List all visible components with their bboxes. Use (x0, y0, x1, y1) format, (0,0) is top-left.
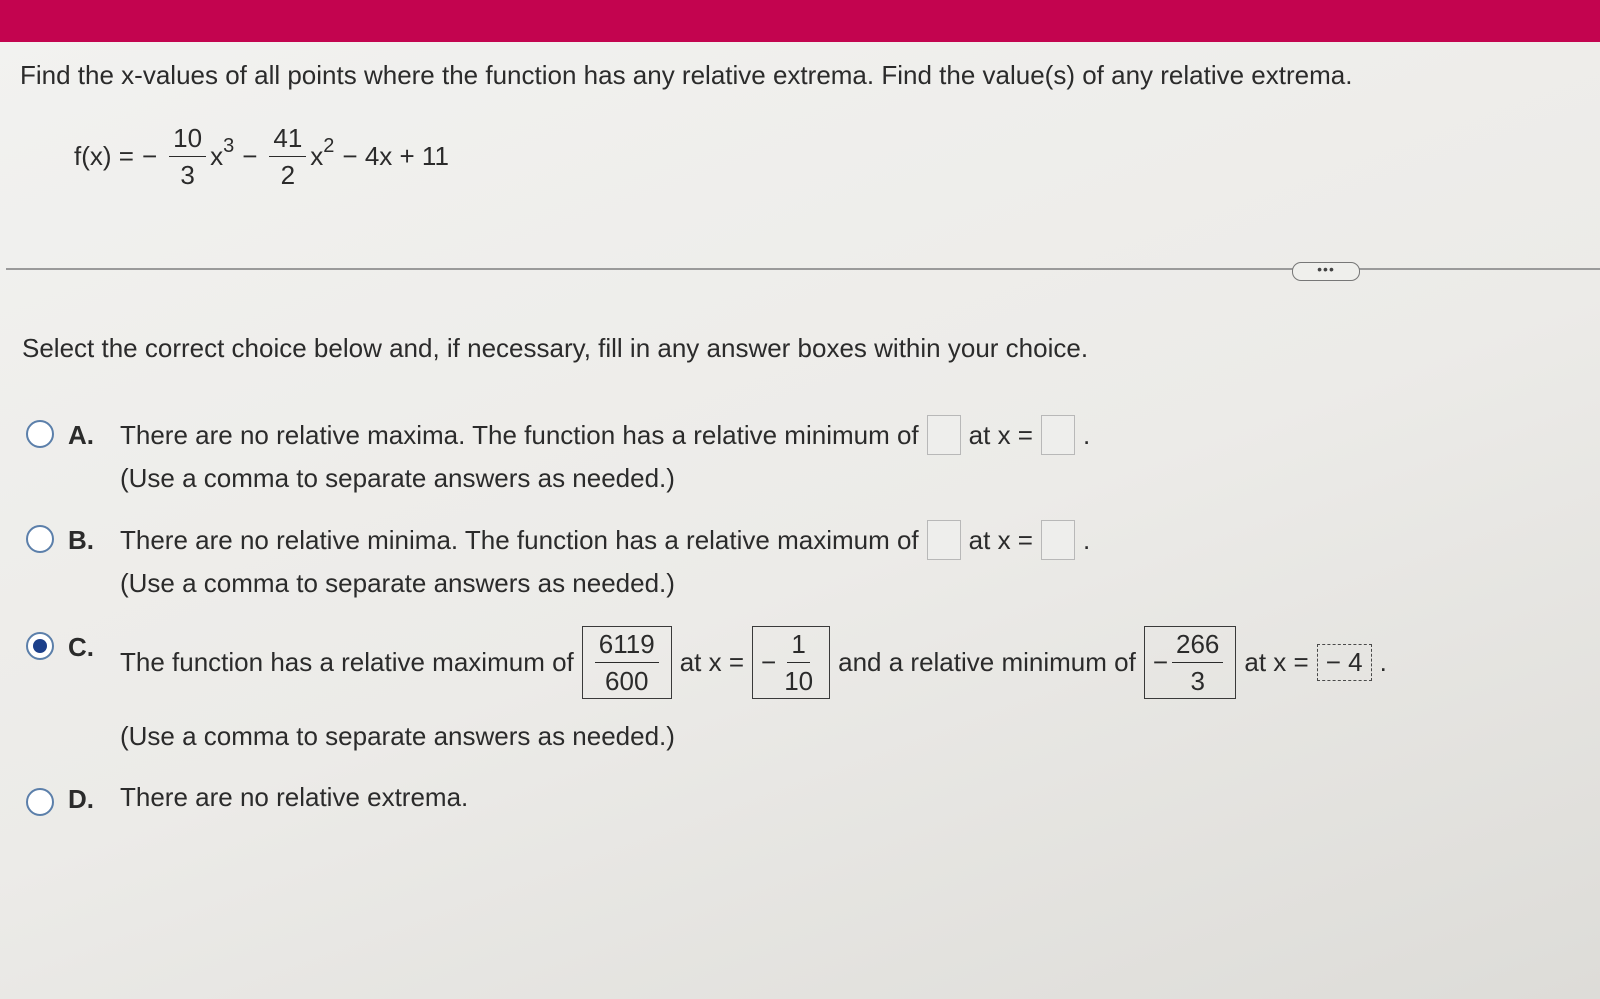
min-value-fraction (1172, 631, 1223, 694)
fraction-denominator: 3 (180, 160, 195, 190)
choice-c-min-x-input[interactable]: − 4 (1317, 644, 1372, 681)
function-expression (74, 125, 457, 188)
choice-c-at-x2: at x = (1244, 647, 1309, 677)
choice-a-min-value-input[interactable] (927, 415, 961, 455)
minus-sign: − (141, 141, 158, 171)
choice-b-letter: B. (68, 525, 94, 555)
fraction-numerator: 266 (1172, 631, 1223, 663)
instruction-text: Select the correct choice below and, if necessary, fill in any answer boxes within your choice. (22, 333, 1089, 363)
question-text: Find the x-values of all points where the function has any relative extrema. Find the value(s) of any relative extrema. (20, 60, 1353, 90)
choice-c-at-x1: at x = (679, 647, 745, 677)
choice-b-max-value-input[interactable] (927, 520, 961, 560)
fraction-term2 (269, 125, 306, 188)
choice-c-max-x-input[interactable] (752, 626, 830, 699)
radio-choice-d[interactable] (26, 788, 54, 816)
choice-c-note: (Use a comma to separate answers as needed.) (120, 721, 675, 751)
choice-a-x-input[interactable] (1041, 415, 1075, 455)
fraction-numerator: 41 (269, 125, 306, 157)
max-value-fraction (595, 631, 659, 694)
function-rest: − 4x + 11 (342, 141, 449, 171)
x1-sign: − (761, 647, 777, 677)
choice-a-text: There are no relative maxima. The function has a relative minimum of (120, 419, 919, 450)
choice-c-max-value-input[interactable] (582, 626, 672, 699)
fraction-denominator: 10 (784, 666, 814, 696)
choice-c-min-value-input[interactable] (1144, 626, 1237, 699)
term2-variable: x (310, 141, 324, 171)
fraction-term1 (169, 125, 206, 188)
choice-b-at-x: at x = (968, 524, 1033, 555)
radio-choice-a[interactable] (26, 420, 54, 448)
term2-exponent: 2 (323, 135, 335, 157)
choice-c-text-part1: The function has a relative maximum of (120, 647, 574, 677)
choice-b-text: There are no relative minima. The function has a relative maximum of (120, 524, 919, 555)
radio-choice-b[interactable] (26, 525, 54, 553)
term1-variable: x (210, 141, 224, 171)
fraction-denominator: 3 (1190, 666, 1205, 696)
choice-a-note: (Use a comma to separate answers as needed.) (120, 463, 675, 493)
choice-d-letter: D. (68, 784, 94, 814)
min-sign: − (1152, 647, 1168, 677)
x1-fraction (780, 631, 817, 694)
function-lhs: f(x) = (74, 141, 134, 171)
fraction-denominator: 2 (280, 160, 296, 190)
choice-b-note: (Use a comma to separate answers as needed.) (120, 568, 675, 598)
section-divider (6, 268, 1600, 270)
choice-c-period: . (1379, 647, 1387, 677)
choice-c-line (120, 626, 1387, 699)
choice-a-at-x: at x = (968, 419, 1033, 450)
choice-d-text: There are no relative extrema. (120, 782, 469, 812)
minus-sign: − (242, 141, 258, 171)
choice-a-period: . (1082, 419, 1091, 450)
more-options-button[interactable]: ••• (1292, 262, 1360, 281)
choice-b-line (120, 520, 1090, 560)
fraction-denominator: 600 (605, 666, 649, 696)
choice-a-line (120, 415, 1090, 455)
fraction-numerator: 1 (787, 631, 809, 663)
radio-choice-c[interactable] (26, 632, 54, 660)
choice-b-x-input[interactable] (1041, 520, 1075, 560)
top-bar (0, 0, 1600, 42)
choice-a-letter: A. (68, 420, 94, 450)
choice-c-text-part2: and a relative minimum of (838, 647, 1136, 677)
term1-exponent: 3 (223, 135, 235, 157)
fraction-numerator: 6119 (595, 631, 659, 663)
fraction-numerator: 10 (169, 125, 206, 157)
choice-b-period: . (1082, 524, 1091, 555)
choice-c-letter: C. (68, 632, 94, 662)
